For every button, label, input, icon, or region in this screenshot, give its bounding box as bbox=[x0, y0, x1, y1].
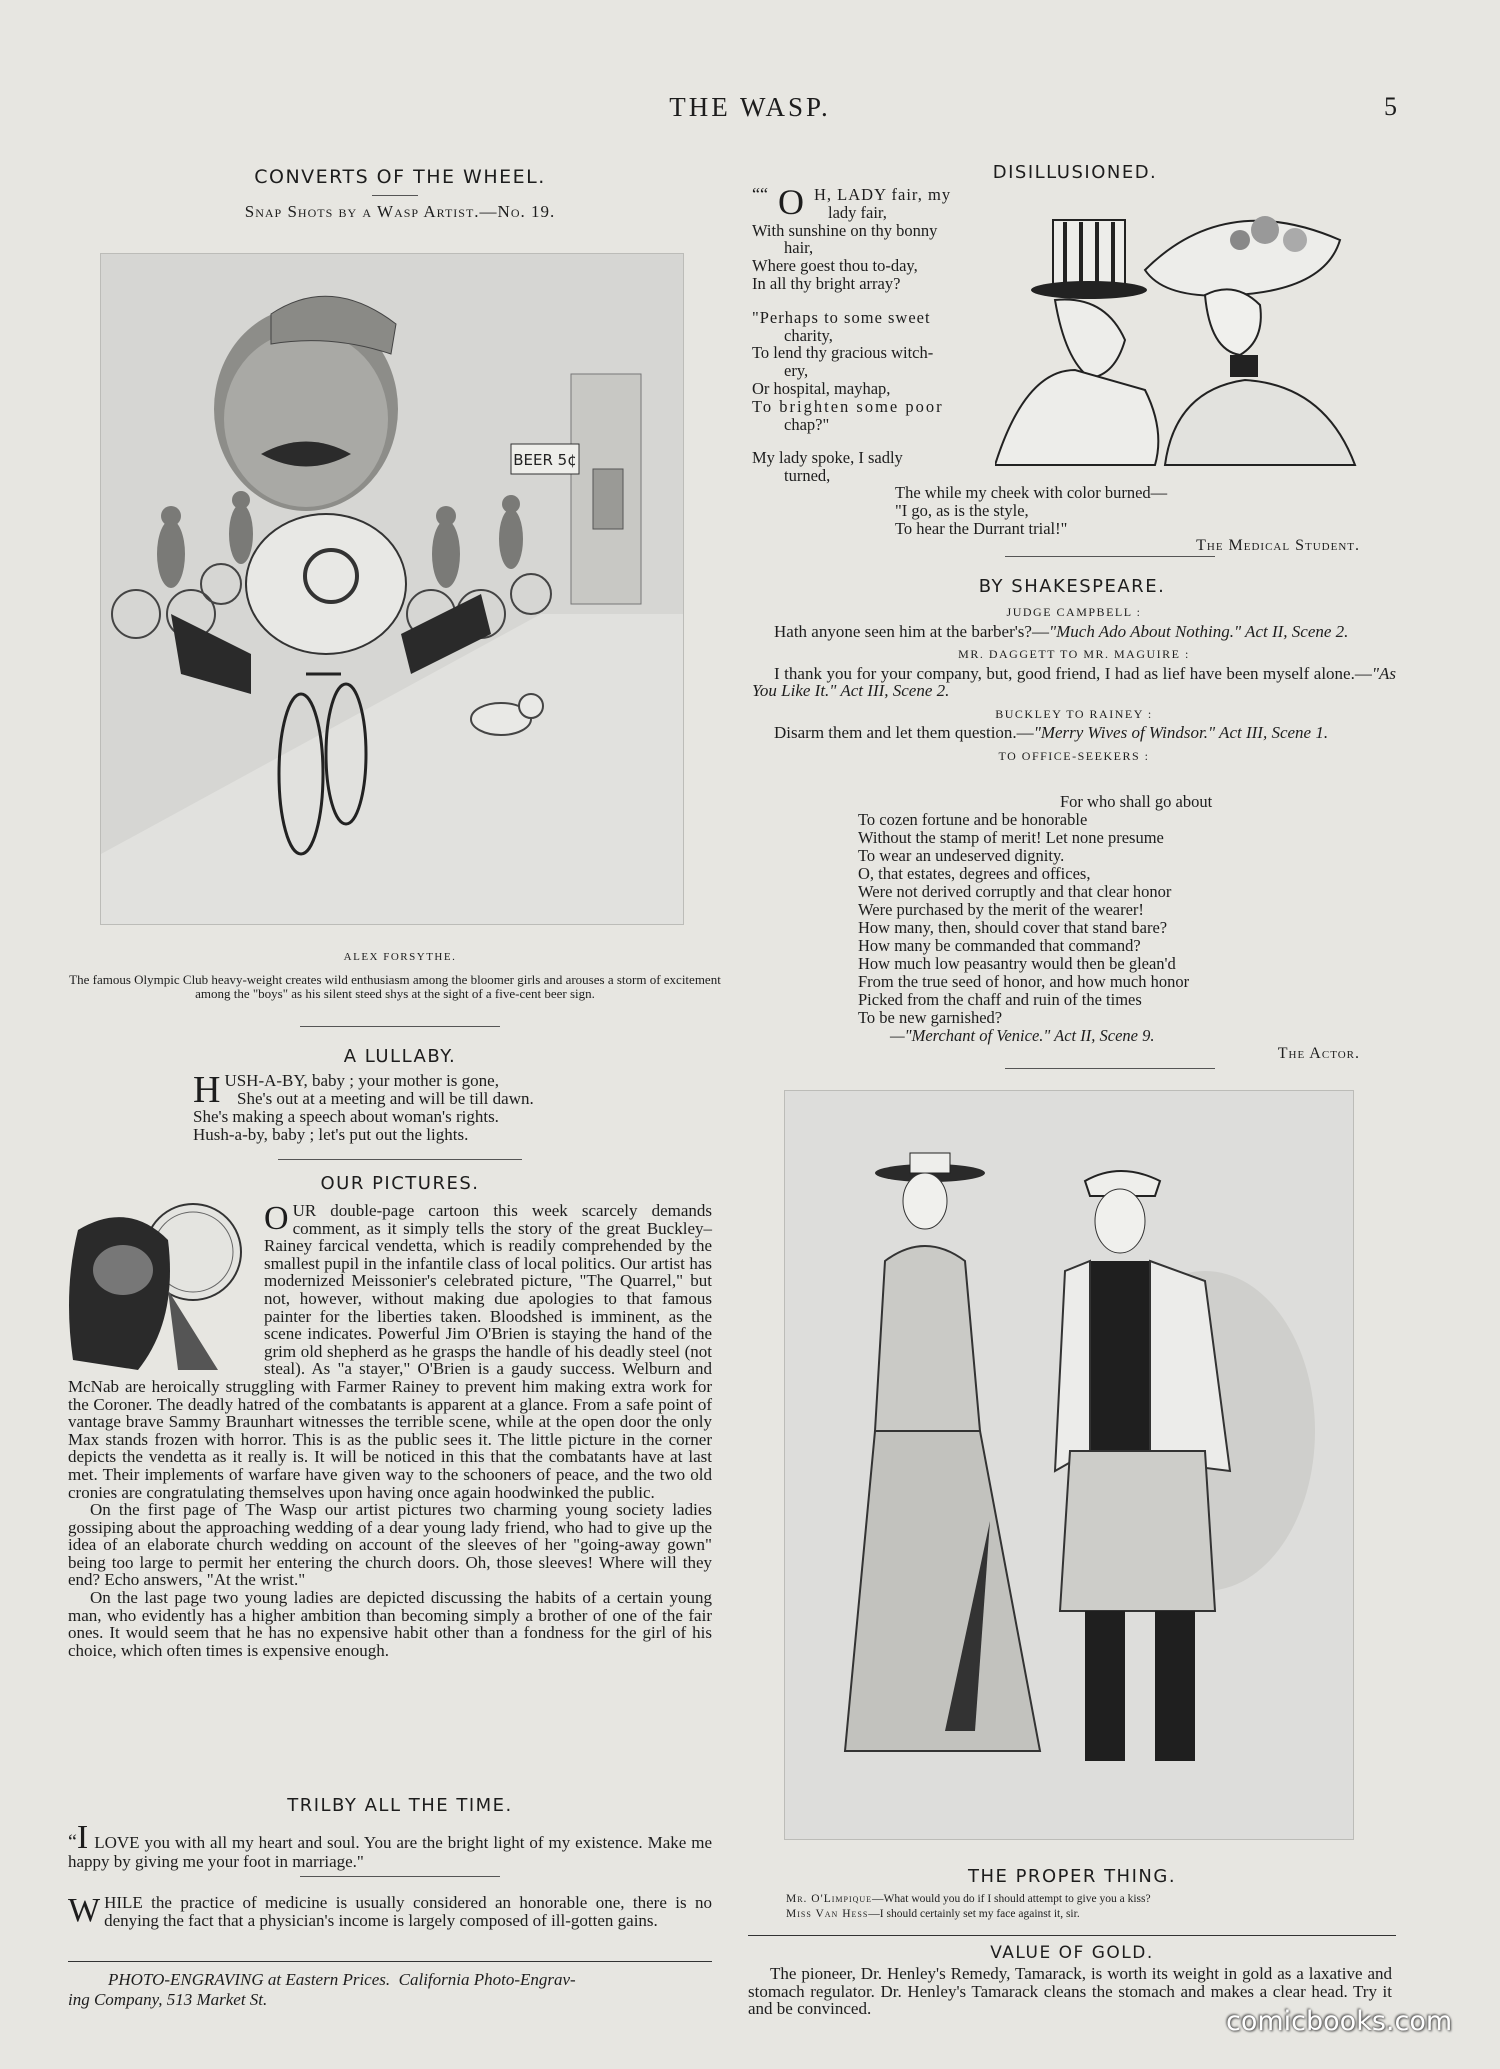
office-line-7: Were purchased by the merit of the wearer! bbox=[858, 900, 1144, 919]
couple-illustration bbox=[995, 200, 1390, 470]
disillusioned-s1-l5: Where goest thou to-day, bbox=[752, 256, 918, 276]
disillusioned-quote-mark: ““ bbox=[752, 184, 768, 204]
disillusioned-s3-l2: turned, bbox=[784, 466, 831, 486]
trilby-text: “I LOVE you with all my heart and soul. You are the bright light of my existence. Make me happy by giving me your foot in marriage." bbox=[68, 1819, 712, 1871]
converts-subtitle: Snap Shots by a Wasp Artist.—No. 19. bbox=[244, 202, 556, 221]
lullaby-line-3: She's making a speech about woman's rights. bbox=[193, 1107, 499, 1126]
disillusioned-s1-l3: With sunshine on thy bonny bbox=[752, 220, 938, 240]
proper-thing-title: THE PROPER THING. bbox=[967, 1866, 1177, 1887]
beer-sign bbox=[511, 444, 579, 474]
office-seekers-verse bbox=[858, 793, 1378, 1045]
disillusioned-s2-l6: To brighten some poor bbox=[752, 396, 944, 416]
medicine-text: WHILE the practice of medicine is usually considered an honorable one, there is no denying the fact that a physician's income is largely composed of ill-gotten gains. bbox=[68, 1892, 712, 1930]
shakespeare-entries bbox=[752, 604, 1396, 766]
office-line-3: Without the stamp of merit! Let none presume bbox=[858, 828, 1164, 847]
lullaby-poem bbox=[193, 1069, 653, 1144]
converts-caption: The famous Olympic Club heavy-weight creates wild enthusiasm among the bloomer girls and arouses a storm of excitement among the "boys" as his silent steed shys at the sight of a five-cent beer sign. bbox=[69, 972, 721, 1001]
cyclist-illustration bbox=[101, 254, 683, 924]
lullaby-title: A LULLABY. bbox=[343, 1046, 457, 1067]
office-line-11: From the true seed of honor, and how much honor bbox=[858, 972, 1190, 991]
office-line-9: How many be commanded that command? bbox=[858, 936, 1141, 955]
disillusioned-s3-l1: My lady spoke, I sadly bbox=[752, 448, 903, 468]
our-pictures-text bbox=[68, 1202, 712, 1659]
disillusioned-s2-l7: chap?" bbox=[784, 414, 830, 434]
trilby-dropcap: I bbox=[76, 1819, 89, 1856]
svg-text:BEER 5¢: BEER 5¢ bbox=[513, 451, 577, 469]
shakespeare-entry-3: Disarm them and let them question.—"Merry Wives of Windsor." Act III, Scene 1. bbox=[774, 723, 1329, 742]
our-pictures-p2: On the first page of The Wasp our artist pictures two charming young society ladies gossiping about the approaching wedding of a dear young lady friend, who had to give up the idea of an elaborate church wedding on account of the sleeves of her "going-away gown" being too large to permit her entering the church doors. Oh, those sleeves! Where will they end? Echo answers, "At the wrist." bbox=[68, 1500, 712, 1590]
our-pictures-dropcap: O bbox=[264, 1200, 289, 1237]
disillusioned-poem bbox=[752, 182, 997, 486]
trilby-quote-mark: “ bbox=[68, 1831, 77, 1853]
photo-ad-line-1: PHOTO-ENGRAVING at Eastern Prices. California Photo-Engrav- bbox=[108, 1970, 576, 1989]
office-line-5: O, that estates, degrees and offices, bbox=[858, 864, 1091, 883]
value-of-gold-title: VALUE OF GOLD. bbox=[990, 1943, 1154, 1963]
office-line-13: To be new garnished? bbox=[858, 1008, 1003, 1027]
shakespeare-who-1: JUDGE CAMPBELL : bbox=[1006, 605, 1142, 619]
office-line-10: How much low peasantry would then be glean'd bbox=[858, 954, 1176, 973]
office-line-6: Were not derived corruptly and that clear honor bbox=[858, 882, 1172, 901]
office-line-12: Picked from the chaff and ruin of the times bbox=[858, 990, 1142, 1009]
disillusioned-s1-l6: In all thy bright array? bbox=[752, 273, 901, 293]
dialogue-line-2: Miss Van Hess—I should certainly set my face against it, sir. bbox=[786, 1908, 1080, 1920]
disillusioned-s3-l5: To hear the Durrant trial!" bbox=[895, 518, 1068, 538]
couple-bicycle-attire-drawing bbox=[785, 1091, 1353, 1839]
dialogue-line-1: Mr. O'Limpique—What would you do if I should attempt to give you a kiss? bbox=[786, 1893, 1151, 1905]
shakespeare-who-office: TO OFFICE-SEEKERS : bbox=[998, 748, 1150, 763]
disillusioned-s2-l4: ery, bbox=[784, 361, 809, 381]
office-line-1: For who shall go about bbox=[1060, 792, 1213, 811]
photo-engraving-ad bbox=[68, 1970, 718, 2010]
medicine-dropcap: W bbox=[68, 1892, 101, 1929]
disillusioned-s1-l4: hair, bbox=[784, 238, 814, 258]
proper-thing-illustration bbox=[784, 1090, 1354, 1840]
converts-title: CONVERTS OF THE WHEEL. bbox=[254, 166, 546, 188]
disillusioned-s3-l3: The while my cheek with color burned— bbox=[895, 483, 1168, 502]
disillusioned-s3-l4: "I go, as is the style, bbox=[895, 500, 1029, 520]
lullaby-line-4: Hush-a-by, baby ; let's put out the lights. bbox=[193, 1125, 469, 1144]
page-number: 5 bbox=[1384, 92, 1397, 121]
lullaby-line-2: She's out at a meeting and will be till dawn. bbox=[237, 1089, 534, 1108]
bicycle-cartoon bbox=[100, 253, 684, 925]
watermark: comicbooks.com bbox=[1226, 2006, 1453, 2037]
photo-ad-line-2: ing Company, 513 Market St. bbox=[68, 1990, 268, 2009]
shakespeare-who-3: BUCKLEY TO RAINEY : bbox=[995, 706, 1153, 721]
office-line-8: How many, then, should cover that stand bare? bbox=[858, 918, 1168, 937]
disillusioned-signature: The Medical Student. bbox=[1196, 537, 1360, 554]
couple-drawing bbox=[995, 200, 1390, 470]
shakespeare-title: BY SHAKESPEARE. bbox=[978, 576, 1166, 597]
our-pictures-p1: OUR double-page cartoon this week scarcely demands comment, as it simply tells the story of the great Buckley–Rainey farcical vendetta, which is readily comprehended by the smallest pupil in the infantile class of local politics. Our artist has modernized Meissonier's celebrated picture, "The Quarrel," but not, however, without making due apologies to that famous painter for the liberties taken. Bloodshed is imminent, as the scene indicates. Powerful Jim O'Brien is staying the hand of the grim old shepherd as he grasps the handle of his deadly steel (not steal). As "a stayer," O'Brien is a gaudy success. Welburn and McNab are heroically struggling with Farmer Rainey to prevent him making extra work for the Coroner. The deadly hatred of the combatants is apparent at a glance. From a safe point of vantage brave Sammy Braunhart witnesses the terrible scene, while at the open door the only Max stands frozen with horror. This is as the public sees it. The little picture in the corner depicts the vendetta as it really is. It will be noticed in this that the combatants have at last met. Their implements of warfare have given way to the schooners of peace, and the two old cronies are congratulating themselves upon having once again hoodwinked the public. bbox=[68, 1200, 712, 1502]
disillusioned-stanza3-cont bbox=[895, 484, 1345, 537]
lullaby-line-1: USH-A-BY, baby ; your mother is gone, bbox=[224, 1071, 499, 1090]
office-reference: —"Merchant of Venice." Act II, Scene 9. bbox=[890, 1026, 1155, 1045]
disillusioned-s1-l2: lady fair, bbox=[828, 202, 887, 222]
disillusioned-s2-l5: Or hospital, mayhap, bbox=[752, 378, 891, 398]
office-line-4: To wear an undeserved dignity. bbox=[858, 846, 1065, 865]
trilby-title: TRILBY ALL THE TIME. bbox=[287, 1795, 513, 1816]
shakespeare-who-2: MR. DAGGETT TO MR. MAGUIRE : bbox=[958, 647, 1190, 661]
disillusioned-dropcap: O bbox=[778, 182, 804, 222]
our-pictures-title: OUR PICTURES. bbox=[320, 1173, 480, 1194]
disillusioned-s2-l3: To lend thy gracious witch- bbox=[752, 343, 934, 363]
office-line-2: To cozen fortune and be honorable bbox=[858, 810, 1088, 829]
shakespeare-entry-2: I thank you for your company, but, good friend, I had as lief have been myself alone.—"As You Like It." Act III, Scene 2. bbox=[752, 663, 1396, 700]
disillusioned-s2-l2: charity, bbox=[784, 325, 833, 345]
value-of-gold-text: The pioneer, Dr. Henley's Remedy, Tamarack, is worth its weight in gold as a laxative and stomach regulator. Dr. Henley's Tamarack cleans the stomach and makes a clear head. Try it and be convinced. bbox=[748, 1964, 1392, 2019]
proper-thing-dialogue bbox=[786, 1892, 1396, 1922]
disillusioned-s1-l1: H, LADY fair, my bbox=[814, 185, 952, 204]
disillusioned-title: DISILLUSIONED. bbox=[992, 162, 1158, 183]
converts-name: ALEX FORSYTHE. bbox=[343, 951, 457, 963]
lullaby-dropcap: H bbox=[193, 1069, 221, 1111]
shakespeare-entry-1: Hath anyone seen him at the barber's?—"Much Ado About Nothing." Act II, Scene 2. bbox=[774, 621, 1349, 641]
masthead-title: THE WASP. bbox=[669, 92, 831, 122]
shakespeare-signature: The Actor. bbox=[1277, 1045, 1360, 1062]
our-pictures-p3: On the last page two young ladies are depicted discussing the habits of a certain young man, who evidently has a higher ambition than becoming simply a brother of one of the fair ones. It would seem that he has no expensive habit other than a fondness for the girl of his choice, which often times is expensive enough. bbox=[68, 1588, 712, 1660]
disillusioned-s2-l1: "Perhaps to some sweet bbox=[752, 307, 931, 327]
